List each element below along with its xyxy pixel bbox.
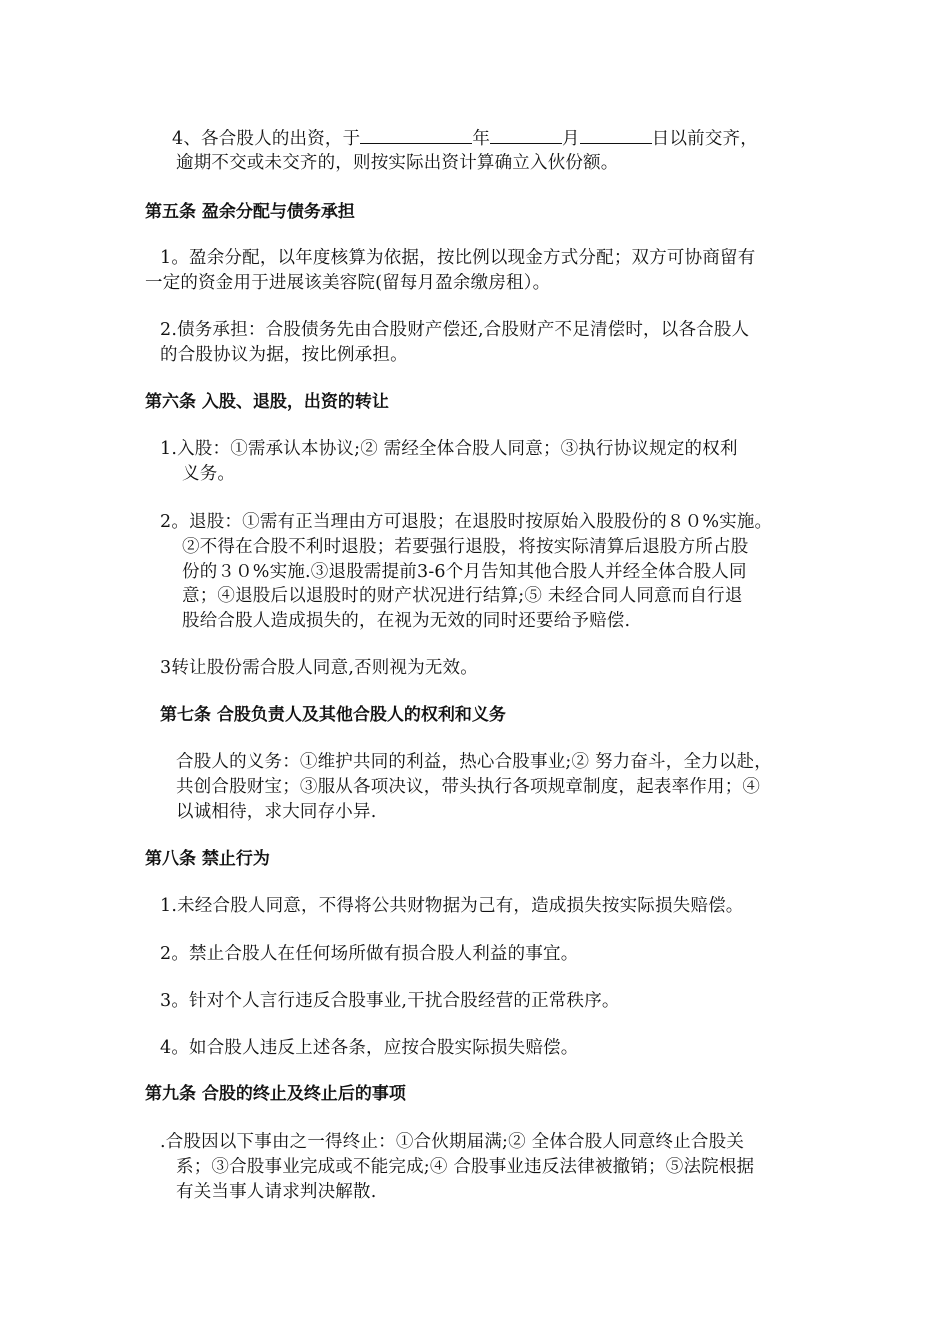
month-blank[interactable] xyxy=(490,126,562,144)
article6-p3: 3转让股份需合股人同意,否则视为无效。 xyxy=(160,658,478,678)
year-blank[interactable] xyxy=(360,126,472,144)
article6-p2-line3: 份的３０%实施.③退股需提前3-6个月告知其他合股人并经全体合股人同 xyxy=(182,562,747,582)
article5-p1-line2: 一定的资金用于进展该美容院(留每月盈余缴房租）。 xyxy=(145,273,551,293)
article8-heading: 第八条 禁止行为 xyxy=(145,849,270,869)
article5-p2-line1: 2.债务承担：合股债务先由合股财产偿还,合股财产不足清偿时，以各合股人 xyxy=(160,320,750,340)
article9-heading: 第九条 合股的终止及终止后的事项 xyxy=(145,1084,406,1104)
article5-p2-line2: 的合股协议为据，按比例承担。 xyxy=(160,345,408,365)
month-label: 月 xyxy=(562,129,580,149)
article6-p2-line1: 2。退股：①需有正当理由方可退股；在退股时按原始入股股份的８０%实施。 xyxy=(160,512,773,532)
item4-prefix: 4、各合股人的出资，于 xyxy=(172,129,361,149)
article8-p2: 2。禁止合股人在任何场所做有损合股人利益的事宜。 xyxy=(160,944,579,964)
article8-p3: 3。针对个人言行违反合股事业,干扰合股经营的正常秩序。 xyxy=(160,991,620,1011)
day-label: 日以前交齐， xyxy=(651,129,758,149)
article6-p2-line5: 股给合股人造成损失的，在视为无效的同时还要给予赔偿. xyxy=(182,611,631,631)
article6-p1-line1: 1.入股：①需承认本协议;② 需经全体合股人同意；③执行协议规定的权利 xyxy=(160,439,738,459)
day-blank[interactable] xyxy=(580,126,652,144)
article6-heading: 第六条 入股、退股，出资的转让 xyxy=(145,392,389,412)
article8-p4: 4。如合股人违反上述各条，应按合股实际损失赔偿。 xyxy=(160,1038,579,1058)
article7-heading: 第七条 合股负责人及其他合股人的权利和义务 xyxy=(160,705,506,725)
article6-p2-line2: ②不得在合股不利时退股；若要强行退股，将按实际清算后退股方所占股 xyxy=(182,537,749,557)
article9-p1-line3: 有关当事人请求判决解散. xyxy=(176,1182,377,1202)
article8-p1: 1.未经合股人同意，不得将公共财物据为己有，造成损失按实际损失赔偿。 xyxy=(160,896,744,916)
article6-p1-line2: 义务。 xyxy=(182,464,236,484)
article7-p1-line1: 合股人的义务：①维护共同的利益，热心合股事业;② 努力奋斗，全力以赴， xyxy=(176,752,772,772)
article6-p2-line4: 意；④退股后以退股时的财产状况进行结算;⑤ 未经合同人同意而自行退 xyxy=(182,586,743,606)
article4-item4-line2: 逾期不交或未交齐的，则按实际出资计算确立入伙份额。 xyxy=(176,153,619,173)
article9-p1-line1: .合股因以下事由之一得终止：①合伙期届满;② 全体合股人同意终止合股关 xyxy=(160,1132,745,1152)
article9-p1-line2: 系；③合股事业完成或不能完成;④ 合股事业违反法律被撤销；⑤法院根据 xyxy=(176,1157,755,1177)
year-label: 年 xyxy=(472,129,491,149)
article5-p1-line1: 1。盈余分配，以年度核算为依据，按比例以现金方式分配；双方可协商留有 xyxy=(160,248,756,268)
article5-heading: 第五条 盈余分配与债务承担 xyxy=(145,202,355,222)
article7-p1-line2: 共创合股财宝；③服从各项决议，带头执行各项规章制度，起表率作用；④ xyxy=(176,777,761,797)
article7-p1-line3: 以诚相待，求大同存小异. xyxy=(176,802,377,822)
article4-item4-line1 xyxy=(172,126,758,151)
